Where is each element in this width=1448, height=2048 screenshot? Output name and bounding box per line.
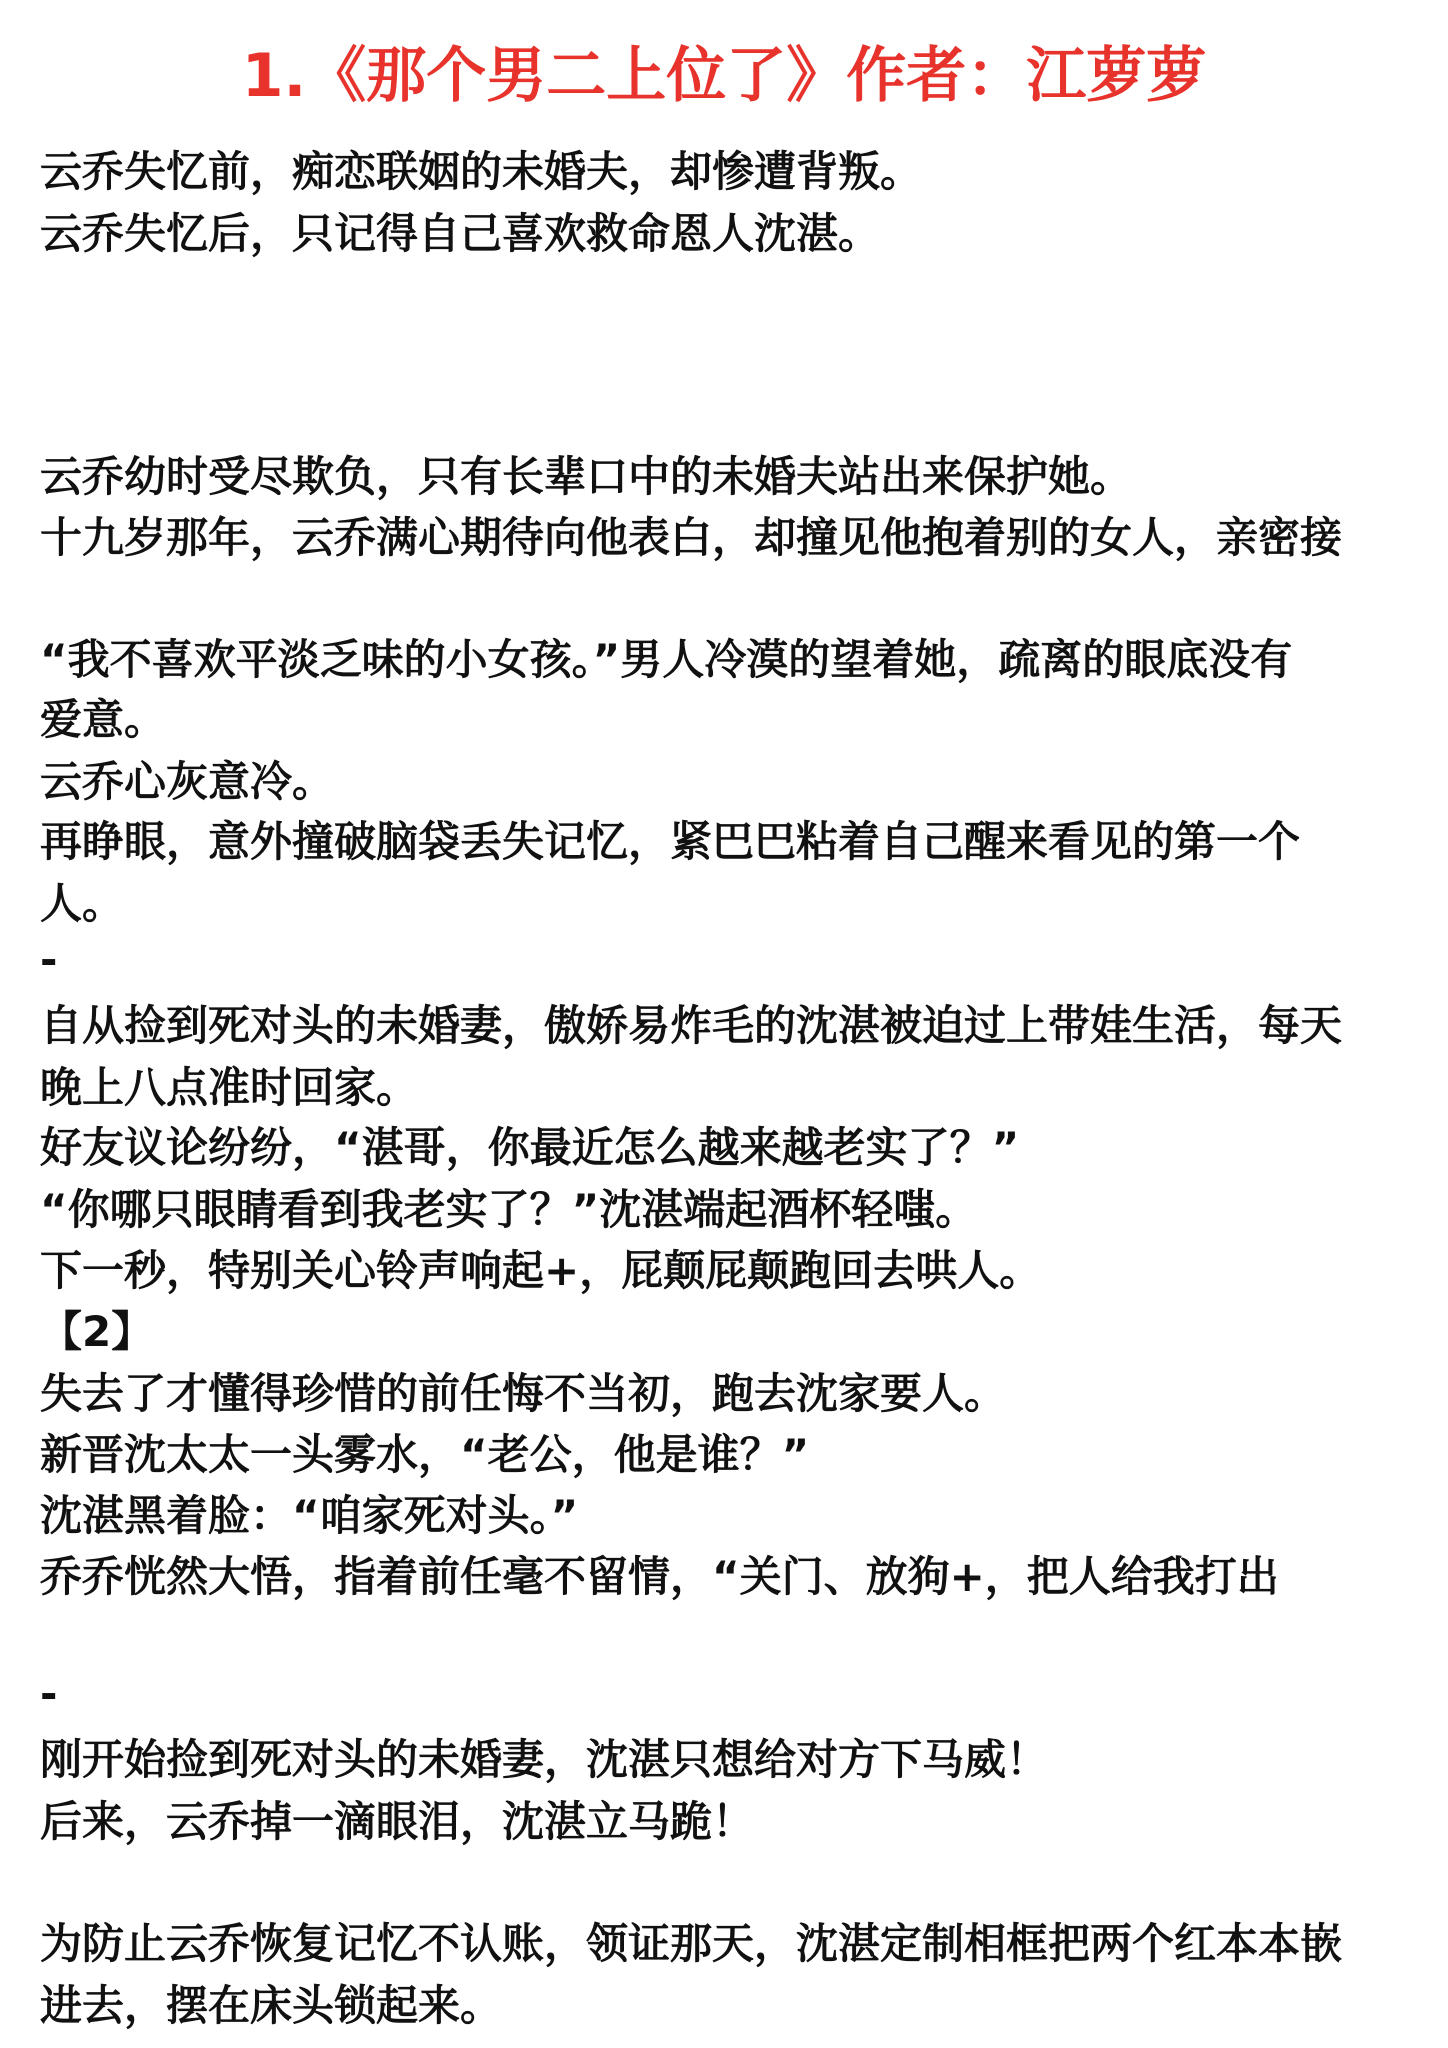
text-line: 晚上八点准时回家。 bbox=[40, 1063, 419, 1112]
text-line: 新晋沈太太一头雾水，“老公，他是谁？” bbox=[40, 1430, 810, 1479]
text-line: 云乔心灰意冷。 bbox=[40, 757, 335, 806]
separator: - bbox=[40, 1669, 58, 1718]
text-line: 再睁眼，意外撞破脑袋丢失记忆，紧巴巴粘着自己醒来看见的第一个 bbox=[40, 817, 1301, 866]
text-line: 云乔失忆后，只记得自己喜欢救命恩人沈湛。 bbox=[40, 209, 881, 258]
book-title: 1.《那个男二上位了》作者：江萝萝 bbox=[241, 41, 1207, 111]
text-line: 进去，摆在床头锁起来。 bbox=[40, 1981, 503, 2030]
text-line: “你哪只眼睛看到我老实了？”沈湛端起酒杯轻嗤。 bbox=[40, 1185, 978, 1234]
section-marker: 【2】 bbox=[40, 1307, 154, 1356]
text-line: 乔乔恍然大悟，指着前任毫不留情，“关门、放狗+，把人给我打出 bbox=[40, 1552, 1279, 1601]
text-line: 失去了才懂得珍惜的前任悔不当初，跑去沈家要人。 bbox=[40, 1369, 1007, 1418]
text-line: 下一秒，特别关心铃声响起+，屁颠屁颠跑回去哄人。 bbox=[40, 1246, 1042, 1295]
text-line: 人。 bbox=[40, 879, 125, 928]
text-line: 刚开始捡到死对头的未婚妻，沈湛只想给对方下马威！ bbox=[40, 1735, 1049, 1784]
text-line: “我不喜欢平淡乏味的小女孩。”男人冷漠的望着她，疏离的眼底没有 bbox=[40, 635, 1293, 684]
separator: - bbox=[40, 935, 58, 984]
text-line: 云乔幼时受尽欺负，只有长辈口中的未婚夫站出来保护她。 bbox=[40, 452, 1133, 501]
text-line: 爱意。 bbox=[40, 695, 167, 744]
text-line: 后来，云乔掉一滴眼泪，沈湛立马跪！ bbox=[40, 1797, 755, 1846]
text-line: 云乔失忆前，痴恋联姻的未婚夫，却惨遭背叛。 bbox=[40, 147, 923, 196]
text-line: 好友议论纷纷，“湛哥，你最近怎么越来越老实了？” bbox=[40, 1123, 1020, 1172]
text-line: 沈湛黑着脸：“咱家死对头。” bbox=[40, 1491, 579, 1540]
text-line: 十九岁那年，云乔满心期待向他表白，却撞见他抱着别的女人，亲密接 bbox=[40, 513, 1343, 562]
text-line: 为防止云乔恢复记忆不认账，领证那天，沈湛定制相框把两个红本本嵌 bbox=[40, 1919, 1343, 1968]
text-line: 自从捡到死对头的未婚妻，傲娇易炸毛的沈湛被迫过上带娃生活，每天 bbox=[40, 1001, 1343, 1050]
